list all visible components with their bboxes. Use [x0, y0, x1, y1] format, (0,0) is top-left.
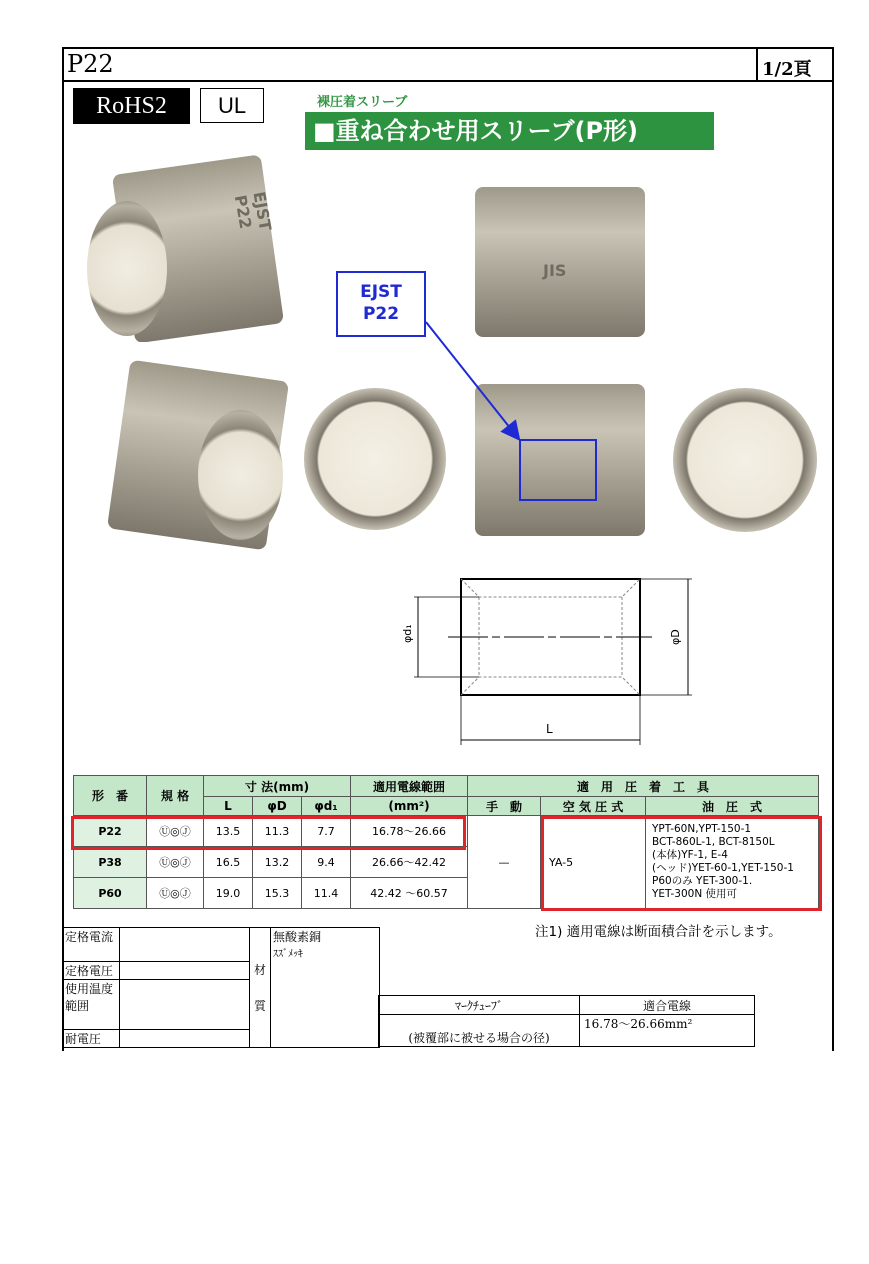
dimension-drawing [400, 570, 700, 750]
row-D: 13.2 [253, 847, 302, 878]
row-range: 42.42 ～60.57 [351, 878, 468, 909]
photo-stamp-jis: JIS [543, 261, 567, 280]
header-pneumatic: 空 気 圧 式 [541, 797, 646, 816]
header-standard: 規 格 [147, 776, 204, 816]
oil-line: (本体)YF-1, E-4 [652, 849, 728, 861]
row-L: 16.5 [204, 847, 253, 878]
stamp-callout [336, 271, 426, 337]
row-D: 15.3 [253, 878, 302, 909]
row-d1: 7.7 [302, 816, 351, 847]
label-d1: φd₁ [401, 624, 414, 643]
page-number-divider [756, 47, 758, 82]
photo-sleeve-angle-1 [73, 146, 287, 342]
row-L: 13.5 [204, 816, 253, 847]
tube-header: ﾏｰｸﾁｭｰﾌﾞ [379, 996, 580, 1015]
header-tools: 適 用 圧 着 工 具 [468, 776, 819, 797]
photo-sleeve-angle-2 [68, 350, 289, 550]
rohs-badge: RoHS2 [73, 88, 190, 124]
header-dimensions: 寸 法(mm) [204, 776, 351, 797]
header-wire-unit: (mm²) [351, 797, 468, 816]
footnote: 注1) 適用電線は断面積合計を示します。 [535, 924, 782, 940]
callout-line2: P22 [362, 304, 400, 324]
header-model: 形 番 [74, 776, 147, 816]
header-D: φD [253, 797, 302, 816]
stamp-highlight-box [519, 439, 597, 501]
highlight-p22-row [71, 816, 466, 850]
callout-line1: EJST [360, 282, 402, 302]
page-title: P22 [67, 50, 114, 78]
photo-sleeve-end-2 [663, 378, 827, 541]
oil-line: BCT-860L-1, BCT-8150L [652, 836, 775, 848]
row-range: 16.78～26.66 [351, 816, 468, 847]
category-subtitle: 裸圧着スリーブ [317, 95, 408, 110]
tube-table [378, 995, 755, 1047]
row-marks: Ⓤ◎Ⓙ [147, 816, 204, 847]
wire-header: 適合電線 [580, 996, 755, 1015]
highlight-tools [541, 816, 822, 911]
tube-value: (被覆部に被せる場合の径) [379, 1015, 580, 1047]
row-L: 19.0 [204, 878, 253, 909]
category-title: ■重ね合わせ用スリーブ(P形) [305, 112, 714, 150]
row-range: 26.66～42.42 [351, 847, 468, 878]
oil-line: YPT-60N,YPT-150-1 [652, 823, 752, 835]
ul-badge: UL [200, 88, 264, 123]
row-model: P38 [74, 847, 147, 878]
header-d1: φd₁ [302, 797, 351, 816]
rated-voltage-label: 定格電圧 [63, 962, 120, 980]
rated-current-label: 定格電流 [63, 928, 120, 962]
wire-value: 16.78～26.66mm² [580, 1015, 755, 1047]
header-L: L [204, 797, 253, 816]
header-hydraulic: 油 圧 式 [646, 797, 819, 816]
withstand-voltage-label: 耐電圧 [63, 1030, 120, 1048]
oil-line: P60のみ YET-300-1. [652, 875, 753, 887]
row-D: 11.3 [253, 816, 302, 847]
pneumatic-tool: YA-5 [541, 816, 646, 909]
label-D: φD [669, 629, 682, 645]
row-d1: 9.4 [302, 847, 351, 878]
rating-table [62, 927, 380, 1048]
row-model: P22 [74, 816, 147, 847]
manual-tool: — [468, 816, 541, 909]
photo-stamp-ejst: EJST P22 [230, 190, 275, 233]
header-manual: 手 動 [468, 797, 541, 816]
temp-range-label: 使用温度 範囲 [63, 980, 120, 1030]
oil-line: (ヘッド)YET-60-1,YET-150-1 [652, 862, 794, 874]
label-L: L [546, 722, 553, 736]
callout-arrow [420, 320, 530, 450]
row-marks: Ⓤ◎Ⓙ [147, 878, 204, 909]
header-wire-range: 適用電線範囲 [351, 776, 468, 797]
row-model: P60 [74, 878, 147, 909]
material-value: 無酸素銅 ｽｽﾞﾒｯｷ [271, 928, 380, 1048]
header-divider [62, 80, 834, 82]
row-marks: Ⓤ◎Ⓙ [147, 847, 204, 878]
photo-sleeve-top [463, 177, 656, 344]
page-number: 1/2頁 [762, 59, 812, 80]
material-label: 材 質 [250, 928, 271, 1048]
row-d1: 11.4 [302, 878, 351, 909]
oil-line: YET-300N 使用可 [652, 888, 738, 900]
